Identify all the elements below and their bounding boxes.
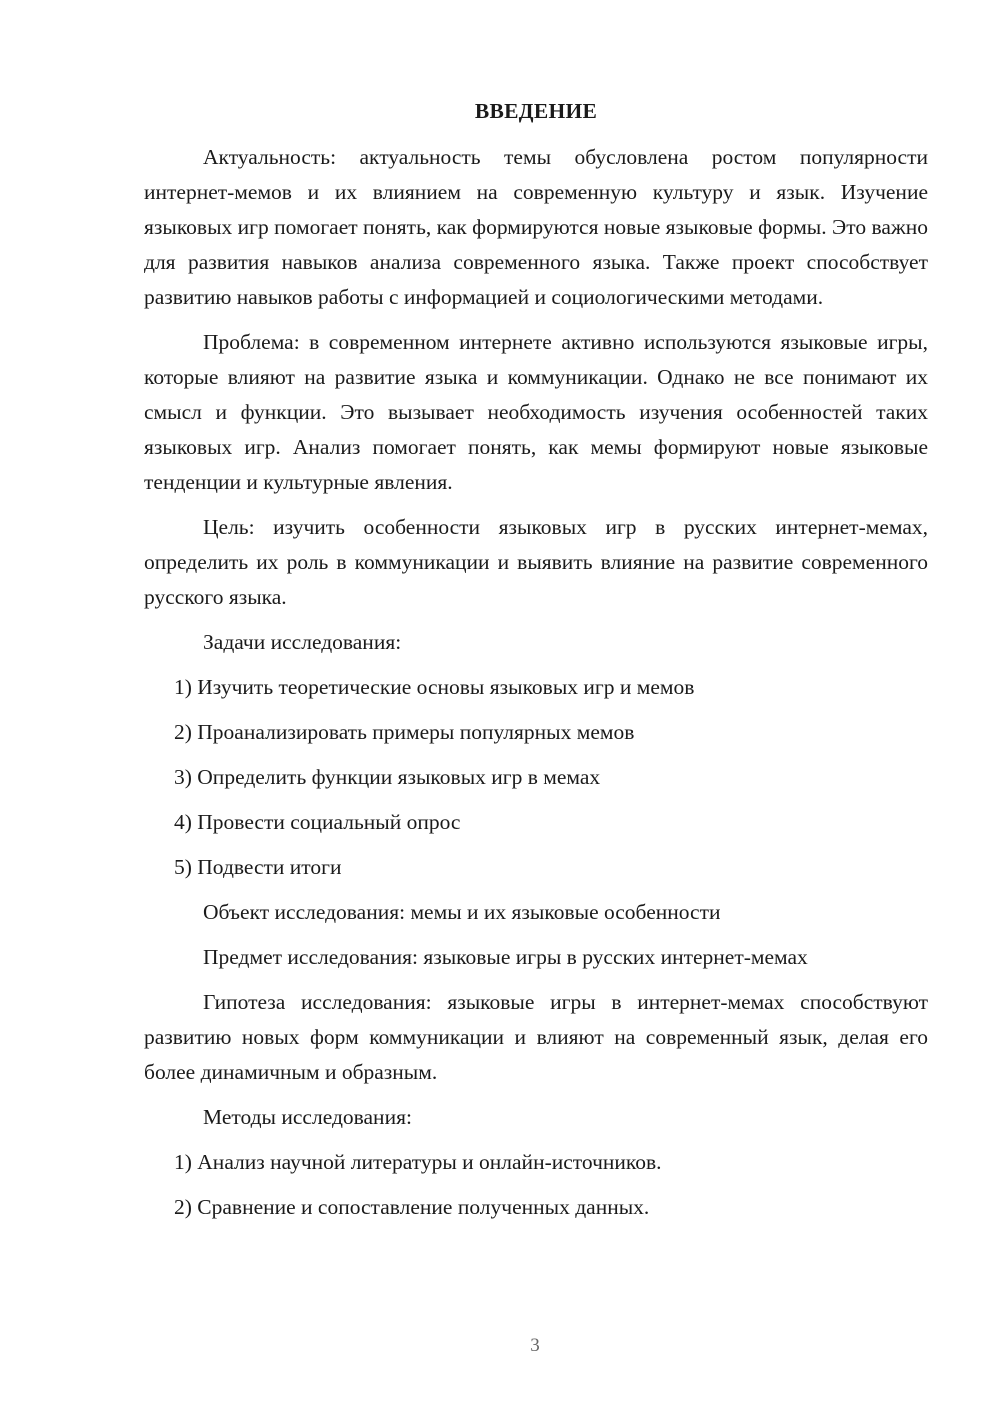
tasks-list (144, 670, 928, 885)
methods-heading: Методы исследования: (203, 1105, 412, 1129)
methods-list (144, 1145, 928, 1225)
page-content (144, 96, 928, 1235)
object-paragraph: Объект исследования: мемы и их языковые особенности (203, 900, 721, 924)
list-item: 1) Анализ научной литературы и онлайн-источников. (174, 1150, 662, 1174)
section-title: ВВЕДЕНИЕ (474, 99, 598, 123)
subject-paragraph: Предмет исследования: языковые игры в русских интернет-мемах (203, 945, 808, 969)
list-item: 2) Сравнение и сопоставление полученных данных. (174, 1195, 650, 1219)
list-item: 2) Проанализировать примеры популярных мемов (174, 720, 635, 744)
relevance-paragraph: Актуальность: актуальность темы обусловлена ростом популярности интернет-мемов и их влиянием на современную культуру и язык. Изучение языковых игр помогает понять, как формируются новые языковые формы. Это важно для развития навыков анализа современного языка. Также проект способствует развитию навыков работы с информацией и социологическими методами. (144, 145, 928, 309)
hypothesis-paragraph: Гипотеза исследования: языковые игры в интернет-мемах способствуют развитию новых форм коммуникации и влияют на современный язык, делая его более динамичным и образным. (144, 990, 928, 1084)
list-item: 5) Подвести итоги (174, 855, 342, 879)
problem-paragraph: Проблема: в современном интернете активно используются языковые игры, которые влияют на развитие языка и коммуникации. Однако не все понимают их смысл и функции. Это вызывает необходимость изучения особенностей таких языковых игр. Анализ помогает понять, как мемы формируют новые языковые тенденции и культурные явления. (144, 330, 928, 494)
goal-paragraph: Цель: изучить особенности языковых игр в русских интернет-мемах, определить их роль в коммуникации и выявить влияние на развитие современного русского языка. (144, 515, 928, 609)
list-item: 1) Изучить теоретические основы языковых игр и мемов (174, 675, 695, 699)
list-item: 4) Провести социальный опрос (174, 810, 461, 834)
list-item: 3) Определить функции языковых игр в мемах (174, 765, 601, 789)
tasks-heading: Задачи исследования: (203, 630, 402, 654)
page-number: 3 (530, 1335, 540, 1356)
